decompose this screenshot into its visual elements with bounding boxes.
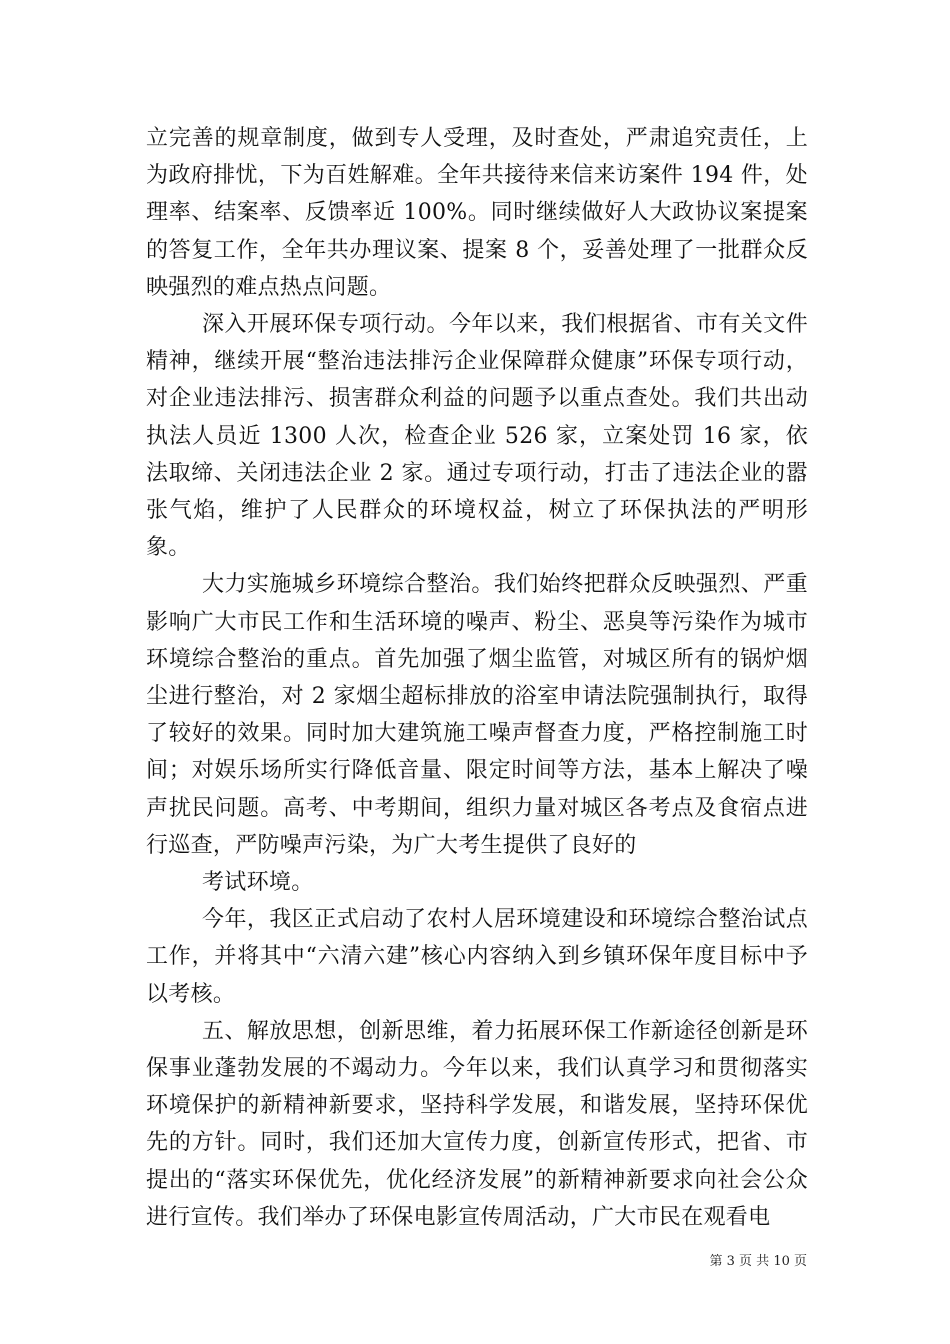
paragraph-5: 今年，我区正式启动了农村人居环境建设和环境综合整治试点工作，并将其中“六清六建”核心内容纳入到乡镇环保年度目标中予以考核。 [146, 907, 808, 1007]
paragraph-4: 考试环境。 [202, 870, 314, 896]
paragraph-3: 大力实施城乡环境综合整治。我们始终把群众反映强烈、严重影响广大市民工作和生活环境的噪声、粉尘、恶臭等污染作为城市环境综合整治的重点。首先加强了烟尘监管，对城区所有的锅炉烟尘进行整治，对 2 家烟尘超标排放的浴室申请法院强制执行，取得了较好的效果。同时加大建筑施工噪声督查力度，严格控制施工时间；对娱乐场所实行降低音量、限定时间等方法，基本上解决了噪声扰民问题。高考、中考期间，组织力量对城区各考点及食宿点进行巡查，严防噪声污染，为广大考生提供了良好的 [146, 572, 808, 858]
page-number-footer: 第 3 页 共 10 页 [709, 1254, 807, 1269]
paragraph-6: 五、解放思想，创新思维，着力拓展环保工作新途径创新是环保事业蓬勃发展的不竭动力。今年以来，我们认真学习和贯彻落实环境保护的新精神新要求，坚持科学发展，和谐发展，坚持环保优先的方针。同时，我们还加大宣传力度，创新宣传形式，把省、市提出的“落实环保优先，优化经济发展”的新精神新要求向社会公众进行宣传。我们举办了环保电影宣传周活动，广大市民在观看电 [146, 1018, 808, 1230]
paragraph-1: 立完善的规章制度，做到专人受理，及时查处，严肃追究责任，上为政府排忧，下为百姓解难。全年共接待来信来访案件 194 件，处理率、结案率、反馈率近 100%。同时继续做好人大政协议案提案的答复工作，全年共办理议案、提案 8 个，妥善处理了一批群众反映强烈的难点热点问题。 [146, 126, 808, 300]
document-body [146, 120, 808, 1236]
paragraph-2: 深入开展环保专项行动。今年以来，我们根据省、市有关文件精神，继续开展“整治违法排污企业保障群众健康”环保专项行动，对企业违法排污、损害群众利益的问题予以重点查处。我们共出动执法人员近 1300 人次，检查企业 526 家，立案处罚 16 家，依法取缔、关闭违法企业 2 家。通过专项行动，打击了违法企业的嚣张气焰，维护了人民群众的环境权益，树立了环保执法的严明形象。 [146, 312, 808, 561]
